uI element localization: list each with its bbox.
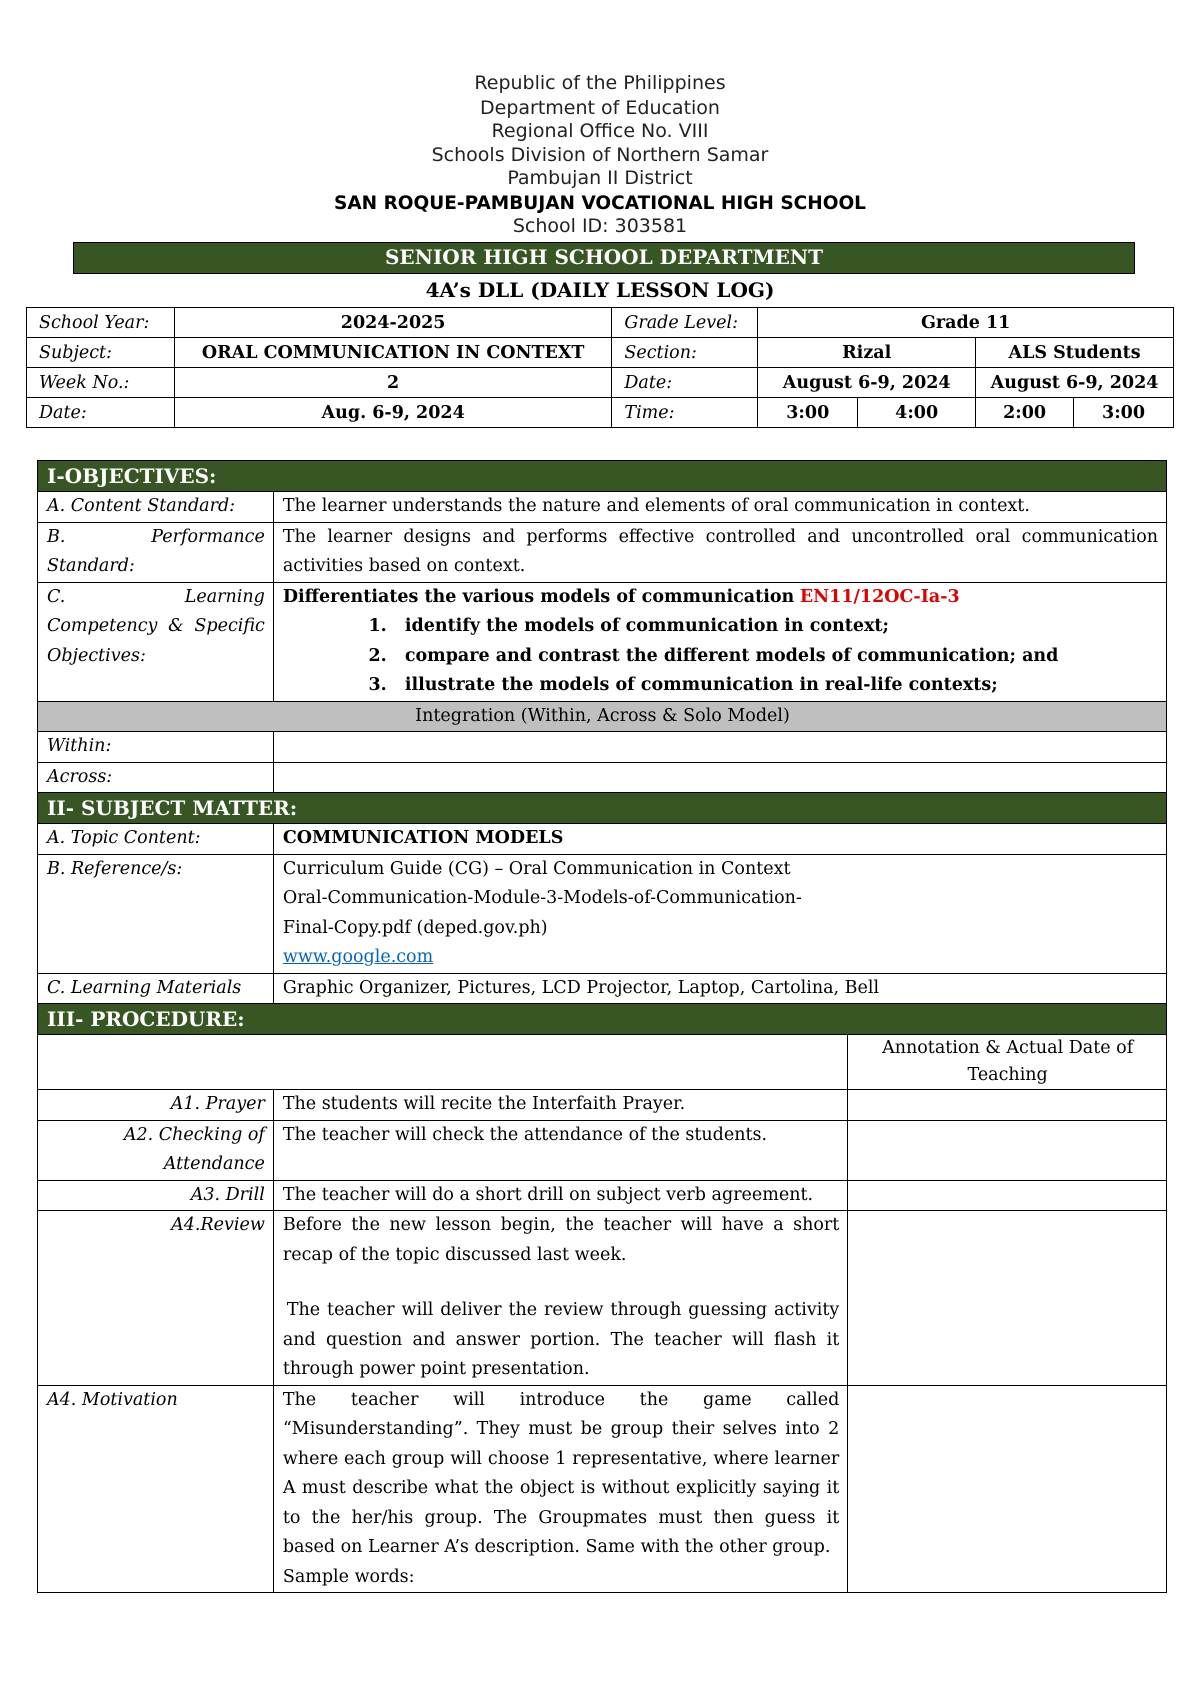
date-value-2: August 6-9, 2024 (976, 368, 1174, 398)
prayer-label: A1. Prayer (38, 1090, 274, 1121)
list-item: 1. identify the models of communication in context; (393, 612, 1158, 642)
annotation-cell (848, 1180, 1167, 1211)
content-standard-text: The learner understands the nature and elements of oral communication in context. (273, 492, 1166, 523)
school-year-label: School Year: (27, 308, 175, 338)
materials-value: Graphic Organizer, Pictures, LCD Projector, Laptop, Cartolina, Bell (273, 973, 1166, 1004)
topic-label: A. Topic Content: (38, 824, 274, 855)
review-paragraph: Before the new lesson begin, the teacher will have a short recap of the topic discussed last week. (282, 1215, 840, 1265)
info-table (26, 307, 1174, 428)
grade-level-label: Grade Level: (612, 308, 758, 338)
header-region: Regional Office No. VIII (491, 120, 709, 142)
table-row (38, 1180, 1167, 1211)
table-row (38, 522, 1167, 582)
school-year-value: 2024-2025 (174, 308, 612, 338)
section-value-1: Rizal (758, 338, 976, 368)
annotation-cell (848, 1090, 1167, 1121)
materials-label: C. Learning Materials (38, 973, 274, 1004)
header-district: Pambujan II District (507, 167, 693, 189)
competency-label: C. Learning Competency & Specific Objectives: (38, 582, 274, 701)
table-row (38, 492, 1167, 523)
grade-level-value: Grade 11 (758, 308, 1174, 338)
department-banner: SENIOR HIGH SCHOOL DEPARTMENT (73, 242, 1135, 274)
reference-line: Final-Copy.pdf (deped.gov.ph) (282, 917, 548, 938)
table-row (38, 1211, 1167, 1386)
review-cell (273, 1211, 847, 1386)
date-value-left: Aug. 6-9, 2024 (174, 398, 612, 428)
sample-words-label: Sample words: (282, 1566, 415, 1587)
list-item: 3. illustrate the models of communication in real-life contexts; (393, 671, 1158, 701)
competency-code: EN11/12OC-Ia-3 (799, 586, 960, 607)
performance-standard-label: B. Performance Standard: (38, 522, 274, 582)
date-label-left: Date: (27, 398, 175, 428)
procedure-blank-header (38, 1035, 848, 1090)
objectives-list (283, 612, 1158, 701)
motivation-label: A4. Motivation (38, 1385, 274, 1593)
review-label: A4.Review (38, 1211, 274, 1386)
references-cell (273, 854, 1166, 973)
competency-text: Differentiates the various models of communication (282, 586, 795, 607)
annotation-cell (848, 1385, 1167, 1593)
week-label: Week No.: (27, 368, 175, 398)
topic-value: COMMUNICATION MODELS (273, 824, 1166, 855)
table-row (38, 1090, 1167, 1121)
subject-value: ORAL COMMUNICATION IN CONTEXT (174, 338, 612, 368)
content-standard-label: A. Content Standard: (38, 492, 274, 523)
date-label-right: Date: (612, 368, 758, 398)
time-value: 3:00 (1074, 398, 1174, 428)
objectives-heading: I-OBJECTIVES: (38, 461, 1167, 492)
drill-label: A3. Drill (38, 1180, 274, 1211)
across-value (273, 762, 1166, 793)
section-label: Section: (612, 338, 758, 368)
review-paragraph: The teacher will deliver the review through guessing activity and question and answer portion. The teacher will flash it through power point presentation. (282, 1300, 840, 1379)
across-label: Across: (38, 762, 274, 793)
within-value (273, 732, 1166, 763)
annotation-header: Annotation & Actual Date of Teaching (848, 1035, 1167, 1090)
reference-line: Curriculum Guide (CG) – Oral Communication in Context (282, 858, 791, 879)
motivation-text: The teacher will introduce the game called “Misunderstanding”. They must be group their selves into 2 where each group will choose 1 representative, where learner A must describe what the object is without explicitly saying it to the her/his group. The Groupmates must then guess it based on Learner A’s description. Same with the other group. (282, 1389, 840, 1557)
table-row (38, 973, 1167, 1004)
header-department: Department of Education (480, 97, 720, 119)
info-row (27, 398, 1174, 428)
table-row (38, 732, 1167, 763)
time-value: 4:00 (858, 398, 976, 428)
table-row (38, 762, 1167, 793)
integration-header: Integration (Within, Across & Solo Model) (38, 701, 1167, 732)
table-row (38, 854, 1167, 973)
competency-cell (273, 582, 1166, 701)
section-value-2: ALS Students (976, 338, 1174, 368)
log-title: 4A’s DLL (DAILY LESSON LOG) (425, 278, 775, 302)
motivation-cell (273, 1385, 847, 1593)
prayer-text: The students will recite the Interfaith Prayer. (273, 1090, 847, 1121)
drill-text: The teacher will do a short drill on subject verb agreement. (273, 1180, 847, 1211)
subject-matter-heading: II- SUBJECT MATTER: (38, 793, 1167, 824)
subject-label: Subject: (27, 338, 175, 368)
reference-link[interactable]: www.google.com (282, 947, 434, 967)
date-value-1: August 6-9, 2024 (758, 368, 976, 398)
table-row (38, 1385, 1167, 1593)
list-item: 2. compare and contrast the different models of communication; and (393, 642, 1158, 672)
table-row (38, 1120, 1167, 1180)
info-row (27, 368, 1174, 398)
week-value: 2 (174, 368, 612, 398)
annotation-cell (848, 1211, 1167, 1386)
attendance-label: A2. Checking of Attendance (38, 1120, 274, 1180)
info-row (27, 338, 1174, 368)
performance-standard-text: The learner designs and performs effective controlled and uncontrolled oral communication activities based on context. (273, 522, 1166, 582)
time-value: 2:00 (976, 398, 1074, 428)
procedure-heading: III- PROCEDURE: (38, 1004, 1167, 1035)
table-row (38, 824, 1167, 855)
references-label: B. Reference/s: (38, 854, 274, 973)
reference-line: Oral-Communication-Module-3-Models-of-Communication- (282, 888, 802, 908)
header-division: Schools Division of Northern Samar (431, 144, 769, 166)
lesson-table (37, 460, 1167, 1593)
info-row (27, 308, 1174, 338)
time-label: Time: (612, 398, 758, 428)
table-row (38, 582, 1167, 701)
school-id: School ID: 303581 (512, 215, 688, 237)
table-row (38, 1035, 1167, 1090)
header-republic: Republic of the Philippines (474, 72, 726, 94)
school-name: SAN ROQUE-PAMBUJAN VOCATIONAL HIGH SCHOOL (334, 193, 866, 214)
attendance-text: The teacher will check the attendance of the students. (273, 1120, 847, 1180)
within-label: Within: (38, 732, 274, 763)
annotation-cell (848, 1120, 1167, 1180)
time-value: 3:00 (758, 398, 858, 428)
